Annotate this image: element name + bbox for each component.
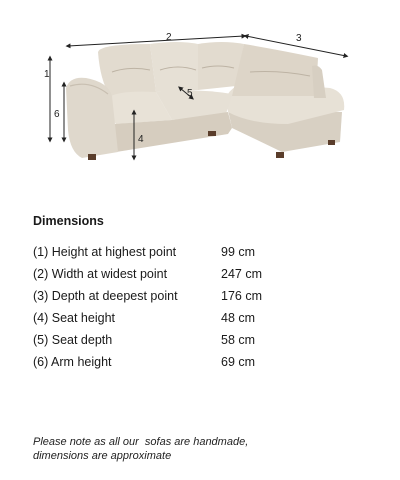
note-line: Please note as all our sofas are handmade, [33,436,249,448]
dimension-row-width [33,265,333,287]
dimension-row-seat-height [33,309,333,331]
dimension-label: (5) Seat depth [33,333,113,347]
dimension-value: 99 cm [221,245,256,259]
note-line: dimensions are approximate [33,450,172,462]
dimensions-list [33,243,333,375]
dimension-row-height [33,243,333,265]
dimension-row-seat-depth [33,331,333,353]
marker-width: 2 [166,32,172,43]
foot [328,140,335,145]
dimension-label: (6) Arm height [33,355,112,369]
dimension-value: 69 cm [221,355,256,369]
dimension-value: 58 cm [221,333,256,347]
back-cushion-corner [232,44,318,96]
marker-arm-height: 6 [54,109,60,120]
marker-seat-height: 4 [138,134,144,145]
dimension-row-depth [33,287,333,309]
dimension-label: (1) Height at highest point [33,245,177,259]
dimensions-heading: Dimensions [33,214,104,228]
dimension-label: (3) Depth at deepest point [33,289,178,303]
dimension-row-arm-height [33,353,333,375]
dimension-value: 48 cm [221,311,256,325]
dimension-value: 247 cm [221,267,262,281]
foot [276,152,284,158]
handmade-note [33,435,363,463]
foot [88,154,96,160]
sofa-illustration [0,0,400,205]
dimension-value: 176 cm [221,289,262,303]
marker-depth: 3 [296,33,302,44]
dimension-label: (2) Width at widest point [33,267,168,281]
dimension-label: (4) Seat height [33,311,115,325]
sofa-dimension-diagram [0,0,400,205]
marker-height: 1 [44,69,50,80]
marker-seat-depth: 5 [187,88,193,99]
foot [208,131,216,136]
right-arm [312,66,326,99]
